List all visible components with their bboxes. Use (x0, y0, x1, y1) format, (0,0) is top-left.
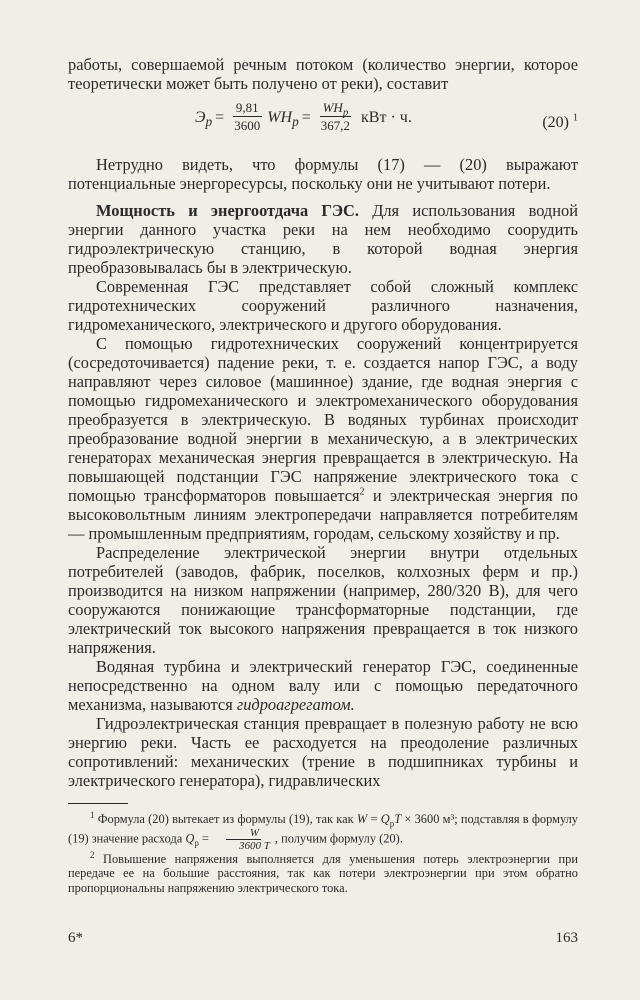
equation-number: (20) $^1$ (542, 112, 578, 131)
paragraph-distribution: Распределение электрической энергии внутри отдельных потребителей (заводов, фабрик, поселков, колхозных ферм и пр.) производится на низком напряжении (например, 280/320 В), для чего сооружаются понижающие трансформаторные подстанции, где электрический ток высокого напряжения превращается в ток низкого напряжения. (68, 543, 578, 657)
footnotes (68, 809, 578, 895)
formula-unit: кВт · ч. (361, 108, 412, 126)
section-heading: Мощность и энергоотдача ГЭС. (96, 201, 359, 220)
footnote-fraction: $\frac{W}{3600 T}$ (215, 827, 272, 852)
footnote-1: $^1$ Формула (20) вытекает из формулы (19), так как $W = Q_рT \times 3600$ м³; подставляя в формулу (19) значение расхода $Q_р$ = $\frac{W}{3600 T}$ , получим формулу (20). (68, 809, 578, 852)
formula-equals-2: = (301, 108, 311, 126)
fraction-wh-over-367-2: $\frac{WH_р}{367,2}$ (320, 100, 351, 133)
paragraph-concentration: С помощью гидротехнических сооружений концентрируется (сосредоточивается) падение реки, т. е. создается напор ГЭС, а воду направляют через силовое (машинное) здание, где водная энергия с помощью гидромеханического и электромеханического оборудования преобразуется в электрическую. В водяных турбинах происходит преобразование водной энергии в механическую, а в электрических генераторах механическая энергия превращается в электрическую. На повышающей подстанции ГЭС напряжение электрического тока с помощью трансформаторов повышается$^2$ и электрическая энергия по высоковольтным линиям электропередачи направляется потребителям — промышленным предприятиям, городам, сельскому хозяйству и пр. (68, 334, 578, 543)
footnote-divider (68, 803, 128, 804)
page-number: 163 (555, 930, 578, 946)
paragraph-losses: Гидроэлектрическая станция превращает в полезную работу не всю энергию реки. Часть ее расходуется на преодоление различных сопротивлений: механических (трение в подшипниках турбины и электрического генератора), гидравлических (68, 714, 578, 790)
formula-term-wh: $WH_р$ (267, 108, 299, 129)
formula-expression (195, 101, 412, 133)
paragraph-hydro-unit: Водяная турбина и электрический генератор ГЭС, соединенные непосредственно на одном валу или с помощью передаточного механизма, называются гидроагрегатом. (68, 657, 578, 714)
formula-equals: = (215, 108, 225, 126)
footnote-ref-2: 2 (359, 486, 365, 498)
paragraph-intro: работы, совершаемой речным потоком (количество энергии, которое теоретически может быть получено от реки), составит (68, 55, 578, 93)
paragraph-power-heading: Мощность и энергоотдача ГЭС. Для использования водной энергии данного участка реки на нем необходимо соорудить гидроэлектрическую станцию, в которой водная энергия преобразовывалась бы в электрическую. (68, 201, 578, 277)
printer-signature: 6* (68, 930, 83, 946)
term-hydroaggregate: гидроагрегатом. (236, 695, 355, 714)
paragraph-modern-ges: Современная ГЭС представляет собой сложный комплекс гидротехнических сооружений различного назначения, гидромеханического, электрического и другого оборудования. (68, 277, 578, 334)
formula-20 (68, 97, 578, 147)
fraction-9-81-over-3600: $\frac{9,81}{3600}$ (234, 100, 261, 133)
main-text (68, 55, 578, 790)
footnote-2: $^2$ Повышение напряжения выполняется для уменьшения потерь электроэнергии при передаче ее на большие расстояния, так как потери электроэнергии при этом обратно пропорциональны напряжению электрического тока. (68, 849, 578, 895)
paragraph-potential: Нетрудно видеть, что формулы (17) — (20) выражают потенциальные энергоресурсы, поскольку они не учитывают потери. (68, 155, 578, 193)
formula-lhs: $Э_р$ (195, 108, 213, 129)
